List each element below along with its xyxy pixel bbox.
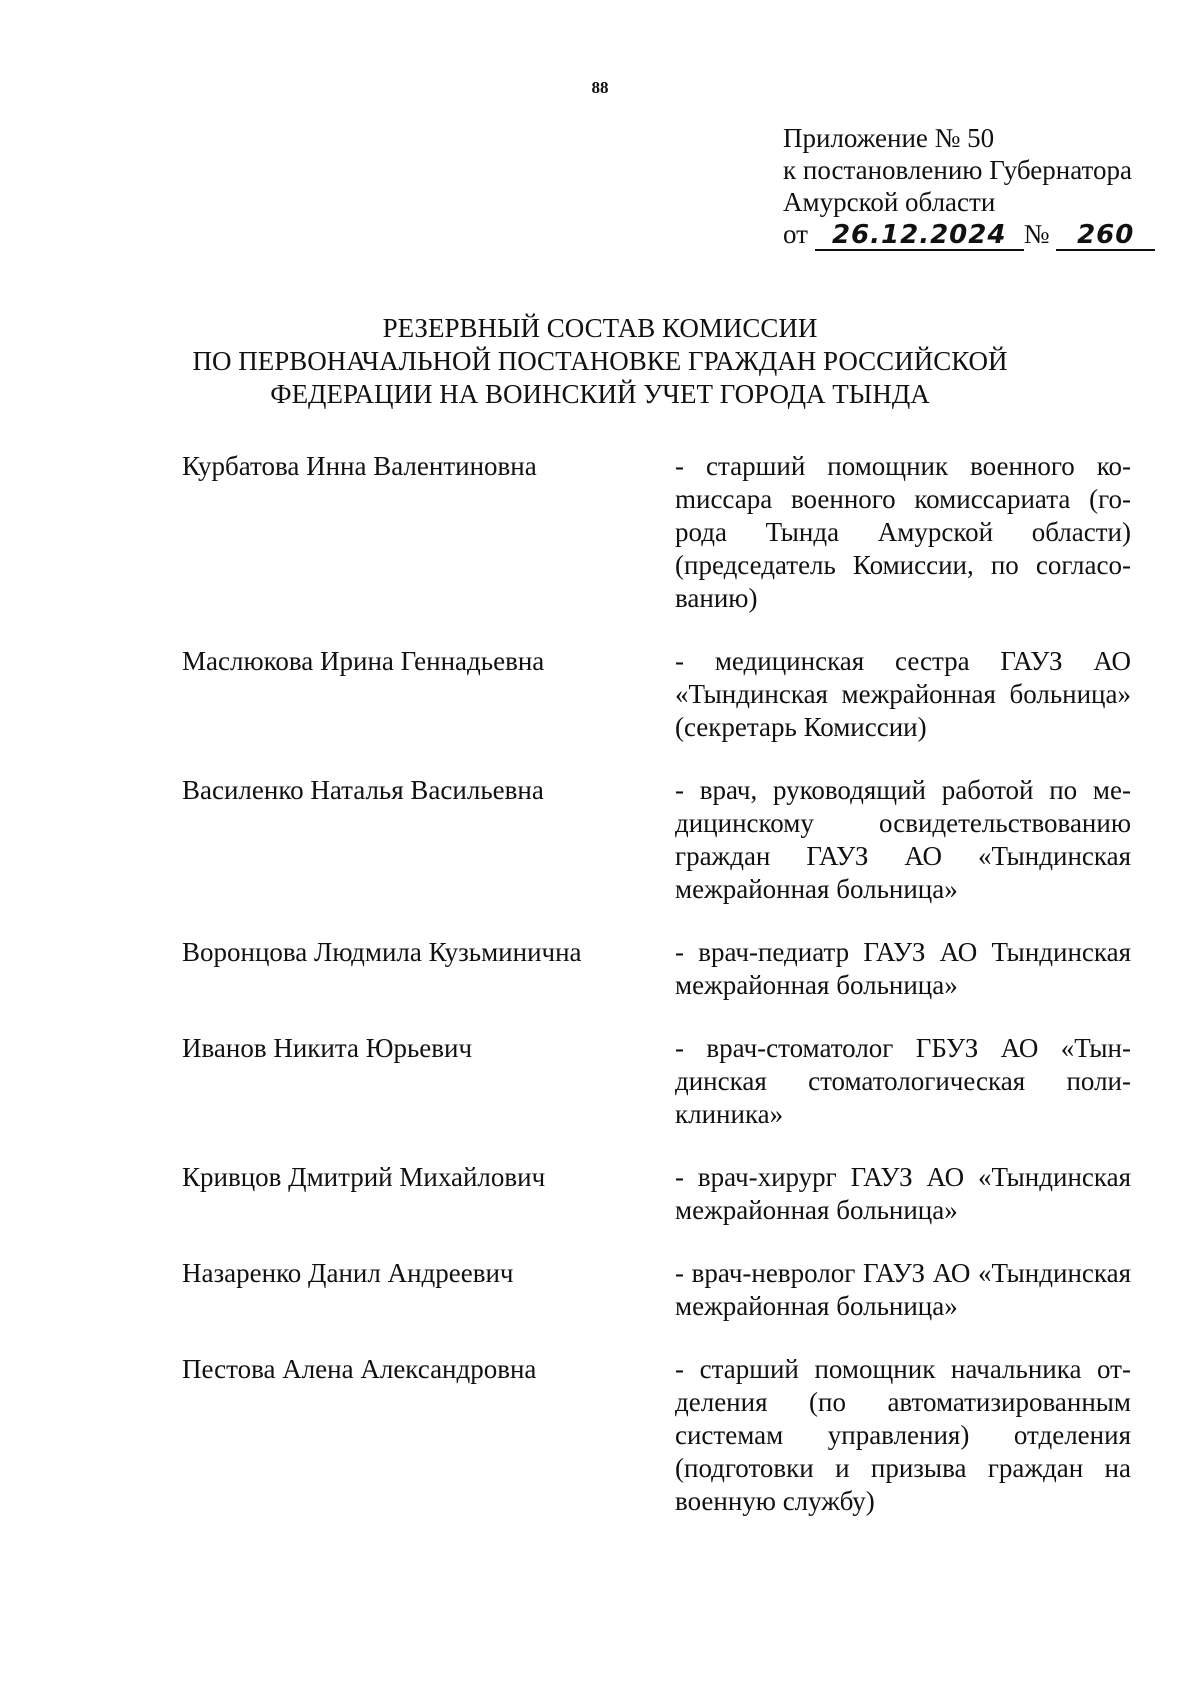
page-number: 88 — [591, 78, 609, 97]
member-row — [182, 1353, 1132, 1518]
member-role: - врач, руководящий работой по медицинскому освидетельствованию граждан ГАУЗ АО «Тындинская межрайонная больница» — [675, 775, 1131, 904]
member-name: Василенко Наталья Васильевна — [182, 775, 544, 805]
member-role: - врач-невролог ГАУЗ АО «Тындинская межрайонная больница» — [675, 1258, 1131, 1321]
title-line-2: ПО ПЕРВОНАЧАЛЬНОЙ ПОСТАНОВКЕ ГРАЖДАН РОССИЙСКОЙ — [192, 346, 1008, 376]
member-name: Маслюкова Ирина Геннадьевна — [182, 646, 545, 676]
appendix-line-2: к постановлению Губернатора — [783, 155, 1132, 185]
member-name: Иванов Никита Юрьевич — [182, 1033, 473, 1063]
document-title — [0, 312, 1200, 411]
member-row — [182, 1032, 1132, 1131]
member-row — [182, 936, 1132, 1002]
number-sign: № — [1023, 219, 1050, 249]
appendix-block — [783, 122, 1155, 251]
member-row — [182, 1257, 1132, 1323]
member-row — [182, 645, 1132, 744]
member-name: Кривцов Дмитрий Михайлович — [182, 1162, 546, 1192]
member-row — [182, 1161, 1132, 1227]
member-role: - врач-хирург ГАУЗ АО «Тындинская межрайонная больница» — [675, 1162, 1131, 1225]
member-role: - старший помощник начальника отделения (по автоматизированным системам управления) отделения (подготовки и призыва граждан на военную службу) — [675, 1354, 1131, 1516]
title-line-3: ФЕДЕРАЦИИ НА ВОИНСКИЙ УЧЕТ ГОРОДА ТЫНДА — [270, 379, 930, 409]
date-prefix: от — [783, 219, 808, 249]
handwritten-number: 260 — [1056, 221, 1155, 251]
handwritten-date: 26.12.2024 — [815, 221, 1024, 251]
member-row — [182, 450, 1132, 615]
member-name: Назаренко Данил Андреевич — [182, 1258, 514, 1288]
members-list — [182, 450, 1132, 1548]
appendix-date-line — [783, 218, 1155, 251]
member-role: - старший помощник военного коmиссара военного комиссариата (города Тында Амурской области) (председатель Комиссии, по согласованию) — [675, 451, 1131, 613]
member-name: Воронцова Людмила Кузьминична — [182, 937, 582, 967]
member-name: Курбатова Инна Валентиновна — [182, 451, 537, 481]
member-role: - медицинская сестра ГАУЗ АО «Тындинская межрайонная больница» (секретарь Комиссии) — [675, 646, 1131, 742]
member-row — [182, 774, 1132, 906]
title-line-1: РЕЗЕРВНЫЙ СОСТАВ КОМИССИИ — [382, 313, 818, 343]
member-name: Пестова Алена Александровна — [182, 1354, 537, 1384]
appendix-line-1: Приложение № 50 — [783, 123, 995, 153]
appendix-line-3: Амурской области — [783, 187, 996, 217]
member-role: - врач-стоматолог ГБУЗ АО «Тындинская стоматологическая поликлиника» — [675, 1033, 1131, 1129]
member-role: - врач-педиатр ГАУЗ АО Тындинская межрайонная больница» — [675, 937, 1131, 1000]
